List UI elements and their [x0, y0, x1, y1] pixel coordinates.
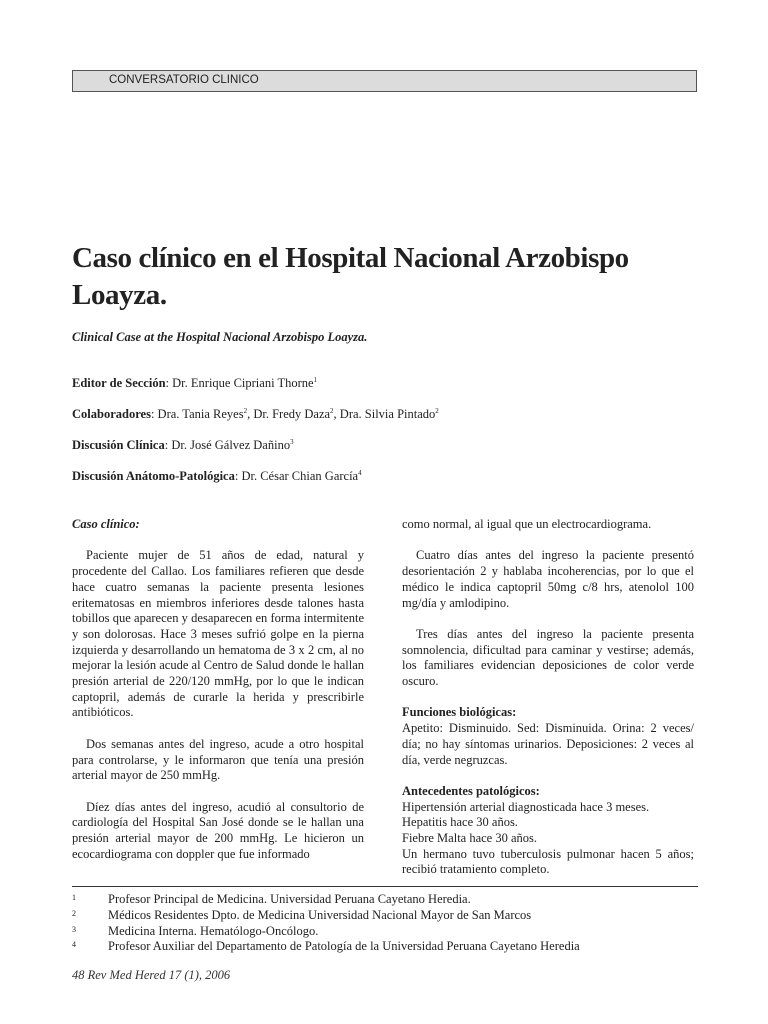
footnote-number: 1 [72, 893, 76, 902]
footnote-text: Médicos Residentes Dpto. de Medicina Universidad Nacional Mayor de San Marcos [108, 908, 532, 922]
credit-ref: 2 [243, 407, 248, 415]
section-header-bar [72, 70, 697, 92]
footnote-number: 3 [72, 925, 76, 934]
credit-editor: Editor de Sección: Dr. Enrique Cipriani Thorne$^1$ [72, 376, 318, 390]
credit-person: Dr. José Gálvez Dañino [171, 438, 291, 452]
credit-person: Dr. Enrique Cipriani Thorne [172, 376, 314, 390]
body-left-column [72, 517, 364, 862]
credit-ref: 2 [435, 407, 439, 415]
caso-heading: Caso clínico: [72, 517, 140, 531]
funciones-heading: Funciones biológicas: [402, 705, 517, 720]
credit-ref: 4 [358, 469, 362, 477]
credit-ref: 1 [313, 376, 318, 384]
body-paragraph: Díez días antes del ingreso, acudió al consultorio de cardiología del Hospital San José donde se le hallan una presión arterial mayor de 200 mmHg. Le hicieron un ecocardiograma con doppler que fue informado [72, 799, 364, 861]
body-paragraph: Paciente mujer de 51 años de edad, natural y procedente del Callao. Los familiares refieren que desde hace cuatro semanas la paciente presenta lesiones eritematosas en miembros inferiores desde talones hasta tobillos que aparecen y desaparecen en forma intermitente y son dolorosas. Hace 3 meses sufrió golpe en la pierna izquierda y desarrollando un hematoma de 3 x 2 cm, al no mejorar la lesión acude al Centro de Salud donde le hallan presión arterial de 220/120 mmHg, por lo que le indican captopril, además de curarle la herida y prescribirle antibióticos. [72, 548, 364, 720]
footnote-text: Profesor Principal de Medicina. Universidad Peruana Cayetano Heredia. [108, 892, 471, 906]
credit-person: Dra. Silvia Pintado [339, 407, 436, 421]
antecedentes-line: Hipertensión arterial diagnosticada hace 3 meses. [402, 799, 650, 814]
body-continuation: como normal, al igual que un electrocardiograma. [402, 517, 652, 531]
section-label: CONVERSATORIO CLINICO [109, 74, 259, 86]
body-paragraph: Dos semanas antes del ingreso, acude a otro hospital para controlarse, y le informaron que tenía una presión arterial mayor de 250 mmHg. [72, 736, 364, 783]
antecedentes-line: Fiebre Malta hace 30 años. [402, 831, 538, 845]
body-right-column [402, 517, 694, 878]
footnote-number: 4 [72, 940, 76, 949]
credit-person: Dra. Tania Reyes [157, 407, 244, 421]
credit-discusion-anatomo: Discusión Anátomo-Patológica: Dr. César Chian García$^4$ [72, 469, 362, 483]
credit-colaboradores: Colaboradores: Dra. Tania Reyes$^2$, Dr. Fredy Daza$^2$, Dra. Silvia Pintado$^2$ [72, 407, 439, 421]
credit-person: Dr. Fredy Daza [253, 407, 331, 421]
credit-role: Colaboradores [72, 407, 151, 421]
footnote-divider [72, 886, 698, 887]
credit-role: Discusión Anátomo-Patológica [72, 469, 235, 483]
article-subtitle: Clinical Case at the Hospital Nacional Arzobispo Loayza. [72, 330, 368, 344]
page-footer: 48 Rev Med Hered 17 (1), 2006 [72, 968, 231, 982]
footnote-text: Medicina Interna. Hematólogo-Oncólogo. [108, 924, 319, 938]
antecedentes-line: Hepatitis hace 30 años. [402, 815, 518, 830]
credit-role: Editor de Sección [72, 376, 166, 390]
credit-ref: 2 [330, 407, 334, 415]
body-paragraph: Cuatro días antes del ingreso la paciente presentó desorientación 2 y hablaba incoherencias, por lo que el médico le indica captopril 50mg c/8 hrs, atenolol 100 mg/día y amlodipino. [402, 548, 694, 610]
credit-role: Discusión Clínica [72, 438, 165, 452]
article-title: Caso clínico en el Hospital Nacional Arzobispo Loayza. [72, 242, 629, 311]
credit-person: Dr. César Chian García [241, 469, 359, 483]
antecedentes-heading: Antecedentes patológicos: [402, 783, 540, 798]
credit-discusion-clinica: Discusión Clínica: Dr. José Gálvez Dañino$^3$ [72, 438, 294, 452]
funciones-text: Apetito: Disminuido. Sed: Disminuida. Orina: 2 veces/ día; no hay síntomas urinarios. Deposiciones: 2 veces al día, verde negruzcas. [402, 721, 694, 767]
body-paragraph: Tres días antes del ingreso la paciente presenta somnolencia, dificultad para caminar y vestirse; además, los familiares evidencian deposiciones de color verde oscuro. [402, 626, 694, 688]
antecedentes-line: Un hermano tuvo tuberculosis pulmonar hacen 5 años; recibió tratamiento completo. [402, 846, 694, 877]
credit-ref: 3 [290, 438, 294, 446]
footnote-number: 2 [72, 909, 76, 918]
footnote-text: Profesor Auxiliar del Departamento de Patología de la Universidad Peruana Cayetano Heredia [108, 939, 580, 953]
